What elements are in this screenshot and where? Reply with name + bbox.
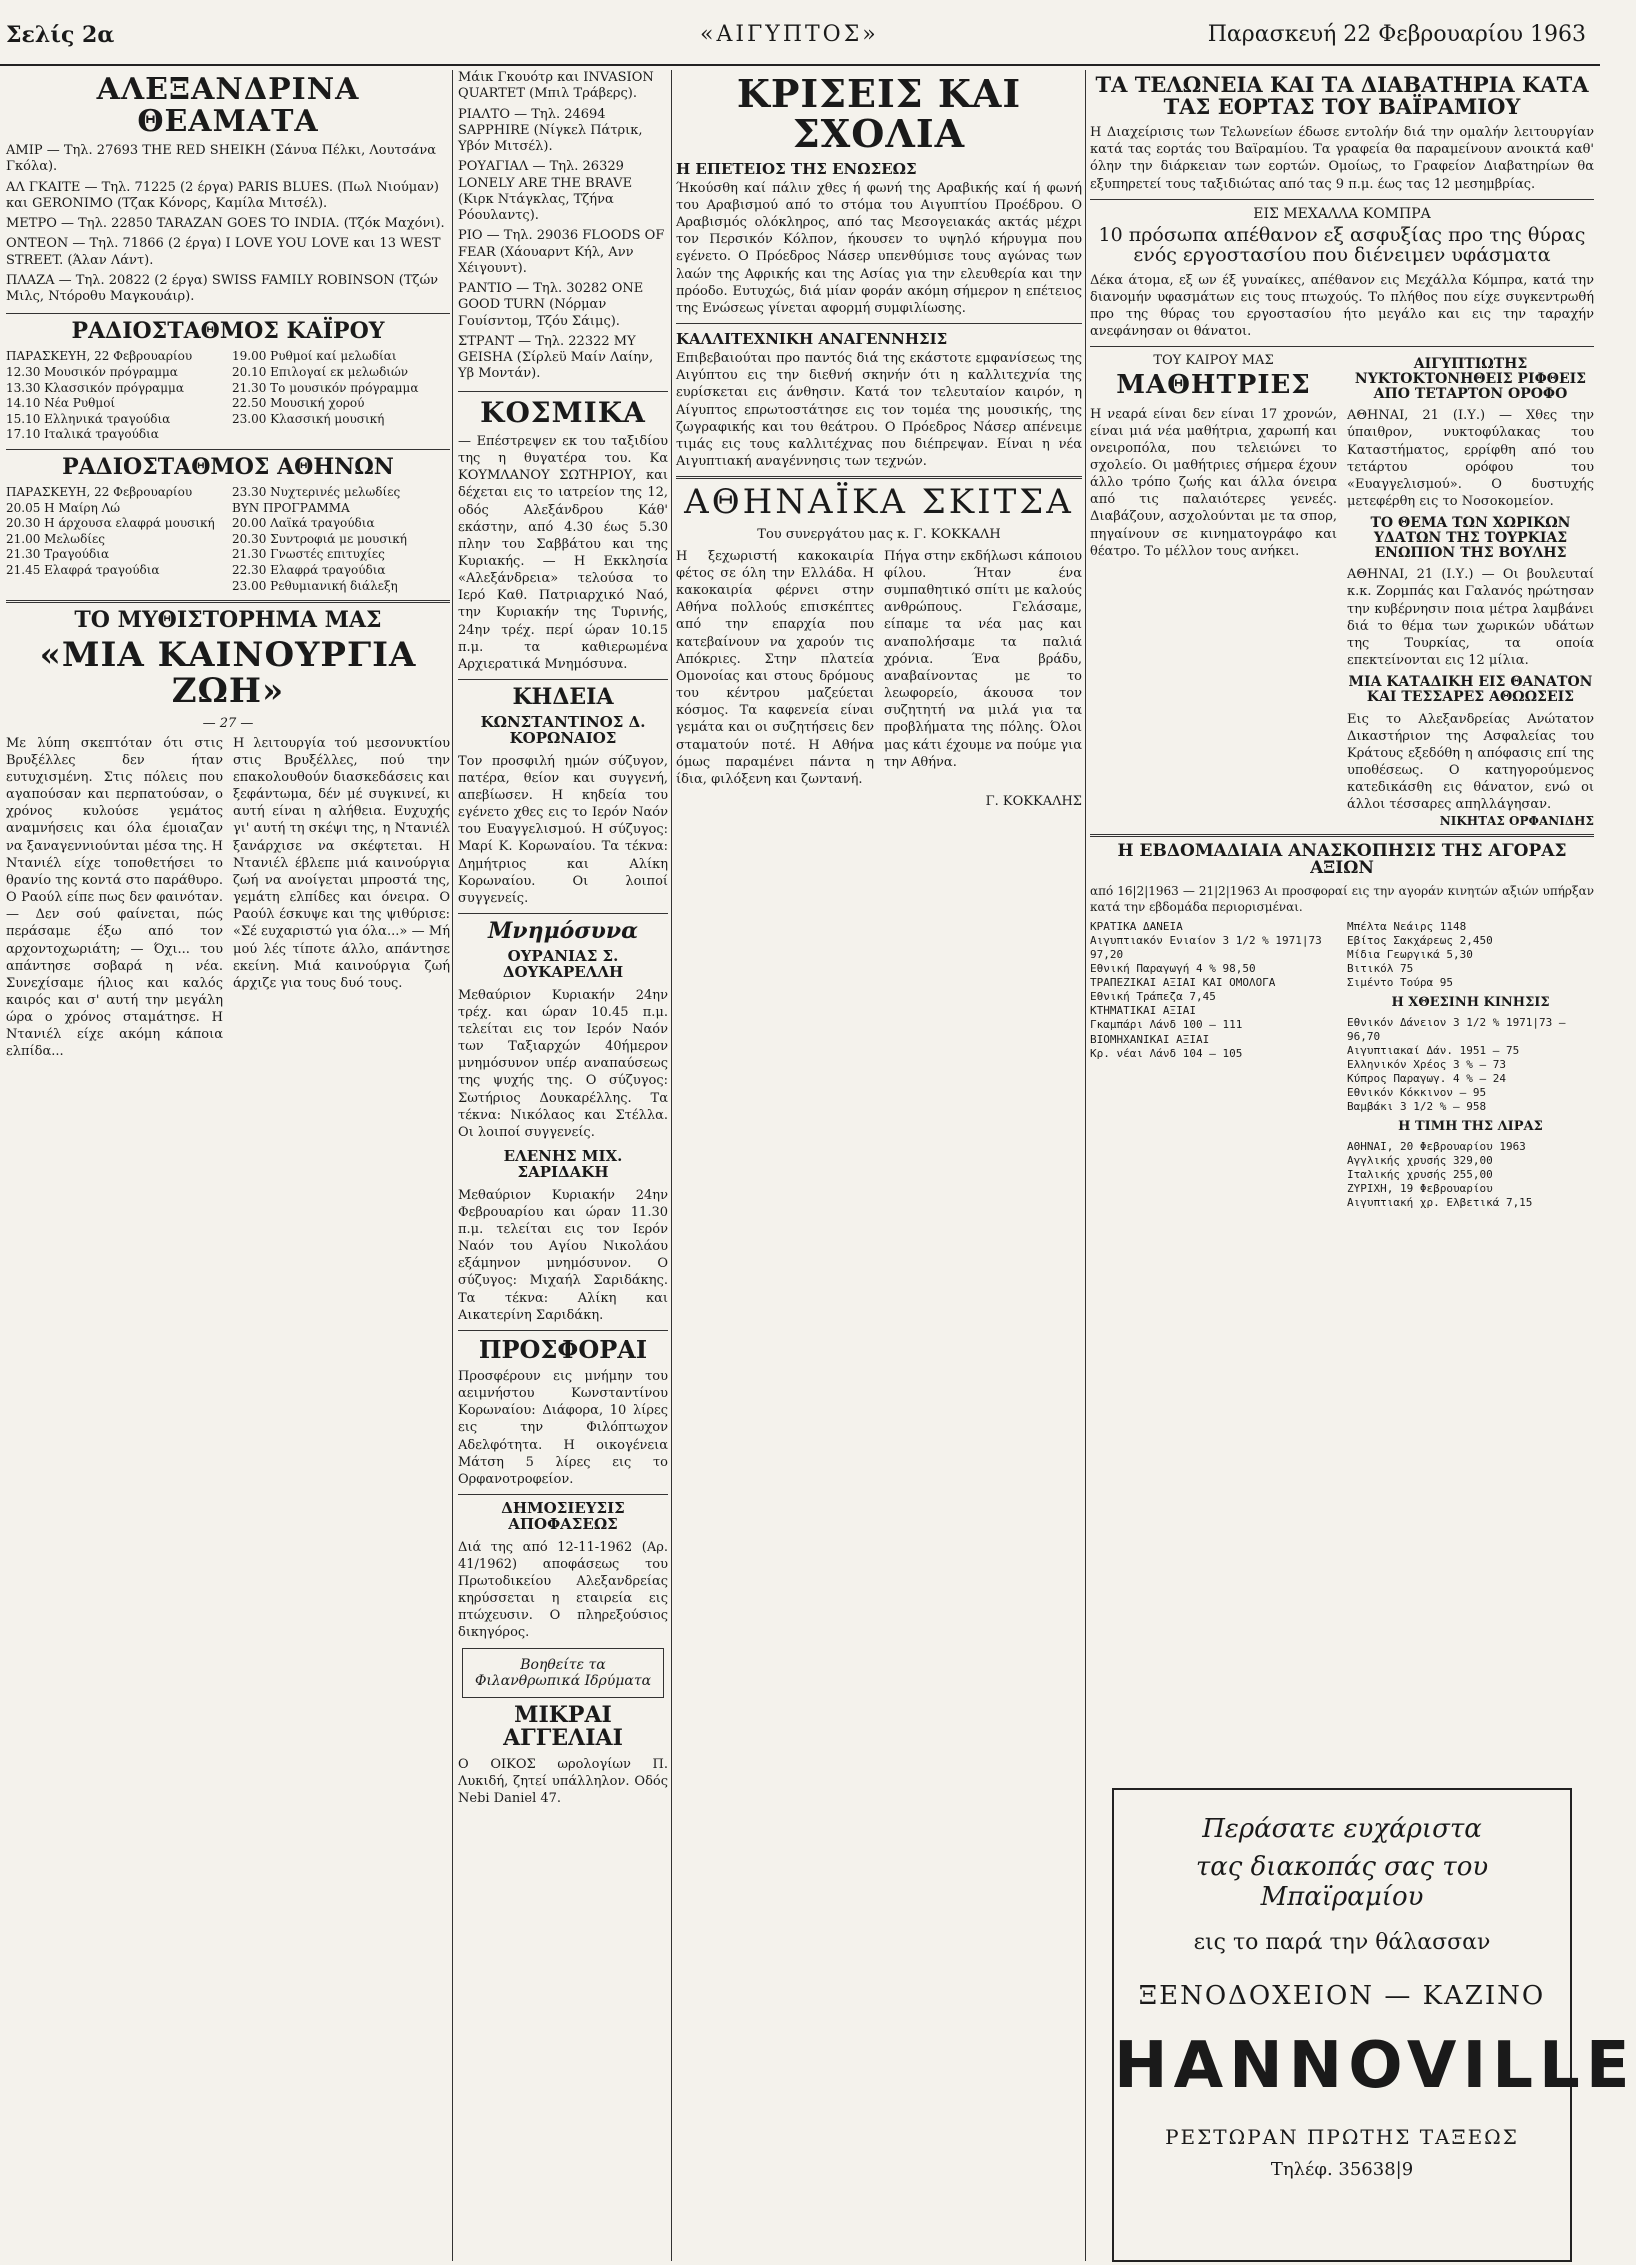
column-comments xyxy=(676,70,1082,2261)
schedule-line: 19.00 Ρυθμοί καί μελωδίαι xyxy=(232,349,397,364)
market-line: Σιμέντο Τούρα 95 xyxy=(1347,976,1453,990)
market-line: Κρ. νέαι Λάνδ 104 — 105 xyxy=(1090,1046,1243,1060)
ny-text: ΑΘΗΝΑΙ, 21 (Ι.Υ.) — Χθες την ύπαιθρον, νυκτοφύλακας του Καταστήματος, ερρίφθη από του τετάρτου ορόφου του «Ευαγγελισμού». Ο δυστυχής μετεφέρθη εις το Νοσοκομείον. xyxy=(1347,408,1594,510)
schedule-line: ΠΑΡΑΣΚΕΥΗ, 22 Φεβρουαρίου xyxy=(6,485,193,499)
radio-athens-schedule xyxy=(6,485,450,594)
market-line: Εθνική Παραγωγή 4 % 98,50 xyxy=(1090,962,1256,976)
schedule-line: 21.45 Ελαφρά τραγούδια xyxy=(6,562,160,577)
schedule-line: 20.05 Η Μαίρη Λώ xyxy=(6,500,121,515)
memorial-title: Μνημόσυνα xyxy=(487,918,639,945)
schedule-line: 20.30 Συντροφιά με μουσική xyxy=(232,531,407,546)
schedule-line: 23.30 Νυχτερινές μελωδίες xyxy=(232,485,401,499)
ad-line: εις το παρά την θάλασσαν xyxy=(1193,1930,1491,1955)
schedule-line: 17.10 Ιταλικά τραγούδια xyxy=(6,427,159,442)
schedule-line: ΒΥΝ ΠΡΟΓΡΑΜΜΑ xyxy=(232,500,350,515)
movement-line: Αιγυπτιακαί Δάν. 1951 — 75 xyxy=(1347,1044,1520,1058)
cinema-listing: ΜΕΤΡΟ — Τηλ. 22850 TARAZAN GOES TO INDIA. (Τζόκ Μαχόνι). xyxy=(6,216,445,231)
novel-text: Με λύπη σκεπτόταν ότι στις Βρυξέλλες δεν ήταν ευτυχισμένη. Στις πόλεις που αγαπούσαν και περπατούσαν, ο χρόνος κυλούσε γεμάτος αναμνήσεις και όλα έμοιαζαν να ξαναγεννιούνται μέσα της. Η Ντανιέλ είχε τοποθετήσει το θρανίο της κοντά στο παράθυρο. Ο Ραούλ είπε πως δεν φαινόταν. — Δεν σού φαίνεται, πώς περάσαμε έξω από τον αρχοντοχωριάτη; — Όχι... του απάντησε σοβαρά η νέα. Συνεχίσαμε ήλιος και καλός καιρός και σ' αυτή την μεγάλη ώρα ο χρόνος σταμάτησε. Η Ντανιέλ είχε ακόμη κάποια ελπίδα... xyxy=(6,735,223,1060)
cinema-listing: ΑΛ ΓΚΑΙΤΕ — Τηλ. 71225 (2 έργα) PARIS BLUES. (Πωλ Νιούμαν) και GERONIMO (Τζακ Κόνορς, Καμίλα Μιτσέλ). xyxy=(6,179,439,211)
market-line: Αιγυπτιακόν Ενιαίον 3 1/2 % 1971|73 97,20 xyxy=(1090,933,1322,962)
movement-line: Κύπρος Παραγωγ. 4 % — 24 xyxy=(1347,1072,1506,1086)
newspaper-name: «ΑΙΓΥΠΤΟΣ» xyxy=(700,22,879,47)
schedule-line: 23.00 Ρεθυμιανική διάλεξη xyxy=(232,578,398,593)
market-line: Μίδια Γεωργικά 5,30 xyxy=(1347,948,1473,962)
cinema-listing: ΡΑΝΤΙΟ — Τηλ. 30282 ONE GOOD TURN (Νόρμαν Γουίσντομ, Τζόυ Σάιμς). xyxy=(458,281,644,329)
offers-text: Προσφέρουν εις μνήμην του αειμνήστου Κωνσταντίνου Κορωναίου: Διάφορα, 10 λίρες εις την Φιλόπτωχον Αδελφότητα. Η οικογένεια Μάτση 5 λίρες εις το Ορφανοτροφείον. xyxy=(458,1369,668,1487)
column-entertainment xyxy=(6,70,450,2261)
novel-section-title: ΤΟ ΜΥΘΙΣΤΟΡΗΜΑ ΜΑΣ xyxy=(74,607,382,634)
cinema-listing: Μάικ Γκουότρ και INVASION QUARTET (Μπιλ Τράβερς). xyxy=(458,70,654,102)
hotel-advertisement xyxy=(1112,1788,1636,2262)
cinema-listing: ΣΤΡΑΝΤ — Τηλ. 22322 MY GEISHA (Σίρλεϋ Μαίν Λαίην, Υβ Μοντάν). xyxy=(458,333,654,382)
gold-line: Αιγυπτιακή χρ. Ελβετικά 7,15 xyxy=(1347,1196,1533,1210)
novel-text-continued: Η λειτουργία τού μεσονυκτίου στις Βρυξέλλες, πού την επακολουθούν διασκεδάσεις και ξεφάντωμα, δέν μέ συγκινεί, κι αυτή είναι η αλήθεια. Ευχυχής γι' αυτή τη σκέψι της, η Ντανιέλ ξανάρχισε να σκέφτεται. Η Ντανιέλ έβλεπε μιά καινούργια ζωή να ανοίγεται μπροστά της, γεμάτη ελπίδες και όνειρα. Ο Ραούλ έσκυψε και της ψιθύρισε: «Σέ ευχαριστώ για όλα...» — Μή μού λές τίποτε άλλο, απάντησε εκείνη. Μιά καινούργια ζωή άρχιζε για τους δυό τους. xyxy=(233,735,450,991)
sketch-text: Η ξεχωριστή κακοκαιρία φέτος σε όλη την Ελλάδα. Η κακοκαιρία φέρνει στην Αθήνα πολλούς επισκέπτες από την επαρχία που κατεβαίνουν να χαρούν τις Απόκριες. Στην πλατεία Ομονοίας και στους δρόμους του κέντρου μαζεύεται κόσμος. Τα καφενεία είναι γεμάτα και οι συζητήσεις δεν σταματούν ποτέ. Η Αθήνα όμως παραμένει πάντα η ίδια, φιλόξενη και ζωντανή. xyxy=(676,548,874,787)
ad-line: Περάσατε ευχάριστα xyxy=(1202,1814,1482,1844)
schedule-line: 22.50 Μουσική χορού xyxy=(232,396,365,411)
schedule-line: 21.30 Τραγούδια xyxy=(6,547,110,562)
girls-headline: ΜΑΘΗΤΡΙΕΣ xyxy=(1116,370,1311,401)
memorial-text: Μεθαύριον Κυριακήν 24ην τρέχ. και ώραν 10.45 π.μ. τελείται εις τον Ιερόν Ναόν των Ταξιαρχών 40ήμερον μνημόσυνον υπέρ αναπαύσεως της ψυχής της. Ο σύζυγος: Σωτήριος Δουκαρέλλης. Τα τέκνα: Νικόλαος και Στέλλα. Οι λοιποί συγγενείς. xyxy=(458,987,668,1140)
market-line: ΚΤΗΜΑΤΙΚΑΙ ΑΞΙΑΙ xyxy=(1090,1004,1196,1018)
schedule-line: 14.10 Νέα Ρυθμοί xyxy=(6,396,116,411)
schedule-line: 20.30 Η άρχουσα ελαφρά μουσική xyxy=(6,516,215,531)
funeral-name: ΚΩΝΣΤΑΝΤΙΝΟΣ Δ. ΚΟΡΩΝΑΙΟΣ xyxy=(480,713,646,747)
movement-line: Ελληνικόν Χρέος 3 % — 73 xyxy=(1347,1058,1506,1072)
social-section-title: ΚΟΣΜΙΚΑ xyxy=(480,395,646,429)
customs-text: Η Διαχείρισις των Τελωνείων έδωσε εντολήν διά την ομαλήν λειτουργίαν κατά τας εορτάς του Βαϊραμίου. Τα γραφεία θα παραμείνουν ανοικτά καθ' όλην την διάρκειαν των εορτών. Ομοίως, το Γραφείον Διαβατηρίων θα εξυπηρετεί τους ταξιδιώτας από τας 9 π.μ. έως τας 12 μεσημβρίας. xyxy=(1090,125,1594,192)
novel-name: «ΜΙΑ ΚΑΙΝΟΥΡΓΙΑ ΖΩΗ» xyxy=(39,635,417,711)
market-line: ΤΡΑΠΕΖΙΚΑΙ ΑΞΙΑΙ ΚΑΙ ΟΜΟΛΟΓΑ xyxy=(1090,976,1276,990)
customs-headline: ΤΑ ΤΕΛΩΝΕΙΑ ΚΑΙ ΤΑ ΔΙΑΒΑΤΗΡΙΑ ΚΑΤΑ ΤΑΣ ΕΟΡΤΑΣ ΤΟΥ ΒΑΪΡΑΜΙΟΥ xyxy=(1095,72,1589,120)
radio-athens-title: ΡΑΔΙΟΣΤΑΘΜΟΣ ΑΘΗΝΩΝ xyxy=(62,453,394,480)
notices-title: ΔΗΜΟΣΙΕΥΣΙΣ ΑΠΟΦΑΣΕΩΣ xyxy=(501,1499,625,1533)
market-line: Βιτικόλ 75 xyxy=(1347,962,1414,976)
movement-title: Η ΧΘΕΣΙΝΗ ΚΙΝΗΣΙΣ xyxy=(1391,995,1550,1011)
water-headline: ΤΟ ΘΕΜΑ ΤΩΝ ΧΩΡΙΚΩΝ ΥΔΑΤΩΝ ΤΗΣ ΤΟΥΡΚΙΑΣ ΕΝΩΠΙΟΝ ΤΗΣ ΒΟΥΛΗΣ xyxy=(1370,515,1571,561)
schedule-line: 13.30 Κλασσικόν πρόγραμμα xyxy=(6,380,184,395)
girls-kicker: ΤΟΥ ΚΑΙΡΟΥ ΜΑΣ xyxy=(1153,353,1274,369)
classifieds-title: ΜΙΚΡΑΙ ΑΓΓΕΛΙΑΙ xyxy=(503,1701,623,1751)
girls-text: Η νεαρά είναι δεν είναι 17 χρονών, είναι μιά νέα μαθήτρια, χαρωπή και ονειροπόλα, που τελειώνει το σχολείο. Οι μαθήτριες σήμερα έχουν άλλο τρόπο ζωής και άλλα όνειρα από τις παλαιότερες γενεές. Διαβάζουν, ασχολούνται με τα σπορ, πηγαίνουν σε κινηματογράφο και θέατρο. Το μέλλον τους ανήκει. xyxy=(1090,406,1337,559)
cinema-listing: ΟΝΤΕΟΝ — Τηλ. 71866 (2 έργα) I LOVE YOU LOVE και 13 WEST STREET. (Άλαν Λάντ). xyxy=(6,236,441,268)
sketch-title: ΑΘΗΝΑΪΚΑ ΣΚΙΤΣΑ xyxy=(684,482,1074,523)
ad-phone: Τηλέφ. 35638|9 xyxy=(1270,2159,1414,2180)
cinema-listing: ΡΟΥΑΓΙΑΛ — Τηλ. 26329 LONELY ARE THE BRAVE (Κιρκ Ντάγκλας, Τζήνα Ρόουλαντς). xyxy=(458,159,633,223)
schedule-line: 21.30 Το μουσικόν πρόγραμμα xyxy=(232,380,419,395)
radio-cairo-title: ΡΑΔΙΟΣΤΑΘΜΟΣ ΚΑΪΡΟΥ xyxy=(71,318,385,345)
disaster-text: Δέκα άτομα, εξ ων έξ γυναίκες, απέθανον εις Μεχάλλα Κόμπρα, κατά την διανομήν υφασμάτων εις τους πτωχούς. Το πλήθος που είχε συγκεντρωθή προ της θύρας του εργοστασίου ήτο μεγάλο και εις την ταραχήν ανεφάνησαν οι θάνατοι. xyxy=(1090,272,1594,340)
market-line: ΚΡΑΤΙΚΑ ΔΑΝΕΙΑ xyxy=(1090,919,1183,933)
schedule-line: 20.10 Επιλογαί εκ μελωδιών xyxy=(232,364,409,379)
comments-section-title: ΚΡΙΣΕΙΣ ΚΑΙ ΣΧΟΛΙΑ xyxy=(736,71,1022,156)
gold-line: Αγγλικής χρυσής 329,00 xyxy=(1347,1154,1493,1168)
market-text: από 16|2|1963 — 21|2|1963 Αι προσφοραί εις την αγοράν κινητών αξιών υπήρξαν κατά την εβδομάδα περιορισμέναι. xyxy=(1090,884,1594,915)
gold-line: ΑΘΗΝΑΙ, 20 Φεβρουαρίου 1963 xyxy=(1347,1140,1526,1154)
novel-installment: — 27 — xyxy=(202,715,254,731)
market-line: Μπέλτα Νεάιρς 1148 xyxy=(1347,919,1467,933)
disaster-kicker: ΕΙΣ ΜΕΧΑΛΛΑ ΚΟΜΠΡΑ xyxy=(1253,205,1431,222)
offers-title: ΠΡΟΣΦΟΡΑΙ xyxy=(478,1334,648,1364)
movement-line: Εθνικόν Δάνειον 3 1/2 % 1971|73 — 96,70 xyxy=(1347,1015,1566,1043)
ad-line: ΡΕΣΤΩΡΑΝ ΠΡΩΤΗΣ ΤΑΞΕΩΣ xyxy=(1165,2125,1519,2149)
funeral-text: Τον προσφιλή ημών σύζυγον, πατέρα, θείον και συγγενή, απεβίωσεν. Η κηδεία του εγένετο χθες εις το Ιερόν Ναόν του Ευαγγελισμού. Η σύζυγος: Μαρί Κ. Κορωναίου. Τα τέκνα: Δημήτριος και Αλίκη Κορωναίου. Οι λοιποί συγγενείς. xyxy=(458,753,668,906)
ad-line: ΞΕΝΟΔΟΧΕΙΟΝ — ΚΑΖΙΝΟ xyxy=(1138,1981,1546,2011)
memorial-name: ΕΛΕΝΗΣ ΜΙΧ. ΣΑΡΙΔΑΚΗ xyxy=(503,1147,623,1181)
market-line: Εθνική Τράπεζα 7,45 xyxy=(1090,990,1216,1004)
ad-hotel-name: HANNOVILLE xyxy=(1114,2029,1636,2103)
column-divider xyxy=(452,70,453,2261)
comment-subheading: Η ΕΠΕΤΕΙΟΣ ΤΗΣ ΕΝΩΣΕΩΣ xyxy=(676,159,917,178)
cinema-listing: ΠΛΑΖΑ — Τηλ. 20822 (2 έργα) SWISS FAMILY ROBINSON (Τζών Μιλς, Ντόροθυ Μαγκουάιρ). xyxy=(6,272,439,304)
masthead xyxy=(0,0,1600,66)
column-social xyxy=(458,70,668,2261)
market-line: ΒΙΟΜΗΧΑΝΙΚΑΙ ΑΞΙΑΙ xyxy=(1090,1032,1210,1046)
market-headline: Η ΕΒΔΟΜΑΔΙΑΙΑ ΑΝΑΣΚΟΠΗΣΙΣ ΤΗΣ ΑΓΟΡΑΣ ΑΞΙΩΝ xyxy=(1117,840,1567,879)
gold-title: Η ΤΙΜΗ ΤΗΣ ΛΙΡΑΣ xyxy=(1398,1119,1543,1135)
notices-text: Διά της από 12-11-1962 (Αρ. 41/1962) αποφάσεως του Πρωτοδικείου Αλεξανδρείας κηρύσσεται η εταιρεία εις πτώχευσιν. Ο πληρεξούσιος δικηγόρος. xyxy=(458,1539,668,1641)
schedule-line: 22.30 Ελαφρά τραγούδια xyxy=(232,562,386,577)
schedule-line: 15.10 Ελληνικά τραγούδια xyxy=(6,411,171,426)
ad-line: τας διακοπάς σας του Μπαϊραμίου xyxy=(1195,1852,1489,1912)
funeral-title: ΚΗΔΕΙΑ xyxy=(512,684,614,711)
movement-line: Βαμβάκι 3 1/2 % — 958 xyxy=(1347,1100,1487,1114)
schedule-line: 21.30 Γνωστές επιτυχίες xyxy=(232,547,385,562)
memorial-text: Μεθαύριον Κυριακήν 24ην Φεβρουαρίου και ώραν 11.30 π.μ. τελείται εις τον Ιερόν Ναόν του Αγίου Νικολάου εξάμηνον μνημόσυνον. Ο σύζυγος: Μιχαήλ Σαριδάκης. Τα τέκνα: Αλίκη και Αικατερίνη Σαριδάκη. xyxy=(458,1187,668,1323)
column-divider xyxy=(671,70,672,2261)
schedule-line: 12.30 Μουσικόν πρόγραμμα xyxy=(6,364,178,379)
classifieds-text: Ο ΟΙΚΟΣ ωρολογίων Π. Λυκιδή, ζητεί υπάλληλον. Οδός Nebi Daniel 47. xyxy=(458,1756,668,1807)
market-list xyxy=(1090,920,1337,1211)
schedule-line: ΠΑΡΑΣΚΕΥΗ, 22 Φεβρουαρίου xyxy=(6,349,193,364)
water-text: ΑΘΗΝΑΙ, 21 (Ι.Υ.) — Οι βουλευταί κ.κ. Ζορμπάς και Γαλανός ηρώτησαν την κυβέρνησιν ποια μέτρα λαμβάνει διά το θέμα των χωρικών υδάτων της Τουρκίας, τα οποία επεκτείνονται εις 12 μίλια. xyxy=(1347,567,1594,669)
cinema-listings xyxy=(6,143,450,307)
court-text: Εις το Αλεξανδρείας Ανώτατον Δικαστήριον της Ασφαλείας του Κράτους εξεδόθη η απόφασις επί της υποθέσεως. Ο κατηγορούμενος κατεδικάσθη εις θάνατον, ενώ οι άλλοι τέσσαρες απηλλάγησαν. xyxy=(1347,711,1594,813)
page-number: Σελίς 2α xyxy=(6,22,115,48)
market-line: Εβίτος Σακχάρεως 2,450 xyxy=(1347,933,1493,947)
gold-line: ΖΥΡΙΧΗ, 19 Φεβρουαρίου xyxy=(1347,1182,1493,1196)
schedule-line: 23.00 Κλασσική μουσική xyxy=(232,411,385,426)
cinema-listing: ΑΜΙΡ — Τηλ. 27693 THE RED SHEIKH (Σάνυα Πέλκι, Λουτσάνα Γκόλα). xyxy=(6,143,437,175)
cinema-listing: ΡΙΑΛΤΟ — Τηλ. 24694 SAPPHIRE (Νίγκελ Πάτρικ, Υβόν Μιτσέλ). xyxy=(458,106,643,154)
cinema-listings-continued xyxy=(458,70,668,385)
comment-subheading: ΚΑΛΛΙΤΕΧΝΙΚΗ ΑΝΑΓΕΝΝΗΣΙΣ xyxy=(676,330,948,349)
sketch-signature: Γ. ΚΟΚΚΑΛΗΣ xyxy=(985,794,1082,809)
radio-cairo-schedule xyxy=(6,349,450,443)
social-text: — Επέστρεψεν εκ του ταξιδίου της η θυγατέρα του. Κα ΚΟΥΜΛΑΝΟΥ ΣΩΤΗΡΙΟΥ, και δέχεται εις το ιατρείον της 12, οδός Αλεξάνδρου Κάθ' εκάστην, από 4.30 έως 5.30 πλην του Σαββάτου και της Κυριακής. — Η Εκκλησία «Αλεξάνδρεια» τελούσα το Ιερό Καθ. Πατριαρχικό Ναό, την Κυριακήν της Τυρινής, 24ην τρέχ. περί ώραν 10.15 π.μ. τα καθιερωμένα Αρχιερατικά Μνημόσυνα. xyxy=(458,433,668,672)
sketch-byline: Του συνεργάτου μας κ. Γ. ΚΟΚΚΑΛΗ xyxy=(757,526,1001,542)
market-list-right xyxy=(1347,920,1594,1211)
court-headline: ΜΙΑ ΚΑΤΑΔΙΚΗ ΕΙΣ ΘΑΝΑΤΟΝ ΚΑΙ ΤΕΣΣΑΡΕΣ ΑΘΩΩΣΕΙΣ xyxy=(1348,674,1593,705)
schedule-line: 20.00 Λαϊκά τραγούδια xyxy=(232,516,375,531)
schedule-line: 21.00 Μελωδίες xyxy=(6,531,105,546)
cinema-section-title: ΑΛΕΞΑΝΔΡΙΝΑ ΘΕΑΜΑΤΑ xyxy=(96,72,360,139)
movement-line: Εθνικόν Κόκκινον — 95 xyxy=(1347,1086,1487,1100)
ny-headline: ΑΙΓΥΠΤΙΩΤΗΣ ΝΥΚΤΟΚΤΟΝΗΘΕΙΣ ΡΙΦΘΕΙΣ ΑΠΟ ΤΕΤΑΡΤΟΝ ΟΡΟΦΟ xyxy=(1354,356,1587,402)
cinema-listing: ΡΙΟ — Τηλ. 29036 FLOODS OF FEAR (Χάουαρντ Κήλ, Ανν Χέιγουντ). xyxy=(458,228,665,276)
sketch-text-continued: Πήγα στην εκδήλωσι κάποιου φίλου. Ήταν ένα συμπαθητικό σπίτι με καλούς ανθρώπους. Γελάσαμε, είπαμε τα νέα μας και αναπολήσαμε τα παλιά χρόνια. Ένα βράδυ, αναβαίνοντας με το λεωφορείο, άκουσα τον συζητητή να μιλά για τα προβλήματα της πόλης. Όλοι μας κάτι έχουμε να πούμε για την Αθήνα. xyxy=(884,548,1082,770)
disaster-headline: 10 πρόσωπα απέθανον εξ ασφυξίας προ της θύρας ενός εργοστασίου που διένειμεν υφάσματα xyxy=(1098,223,1586,266)
column-divider xyxy=(1085,70,1086,2261)
charity-box: Βοηθείτε τα Φιλανθρωπικά Ιδρύματα xyxy=(462,1648,664,1698)
memorial-name: ΟΥΡΑΝΙΑΣ Σ. ΔΟΥΚΑΡΕΛΛΗ xyxy=(502,947,624,981)
court-signature: ΝΙΚΗΤΑΣ ΟΡΦΑΝΙΔΗΣ xyxy=(1439,813,1594,828)
comment-text: Επιβεβαιούται προ παντός διά της εκάστοτε εμφανίσεως της Αιγύπτου εις την διεθνή σκηνήν ότι η καλλιτεχνία της ευρίσκεται εις άνθησιν. Κατά τον τελευταίον καιρόν, η Αίγυπτος επρωτοστάτησε εις τον τομέα της μουσικής, της ζωγραφικής και του θεάτρου. Ο Πρόεδρος Νάσερ απένειμε τιμάς εις τους καλλιτέχνας που διέπρεψαν. Είναι η νέα Αιγυπτιακή αναγέννησις των τεχνών. xyxy=(676,351,1082,469)
issue-date: Παρασκευή 22 Φεβρουαρίου 1963 xyxy=(1207,22,1586,47)
gold-line: Ιταλικής χρυσής 255,00 xyxy=(1347,1168,1493,1182)
market-line: Γκαμπάρι Λάνδ 100 — 111 xyxy=(1090,1018,1243,1032)
comment-text: Ήκούσθη καί πάλιν χθες ή φωνή της Αραβικής καί ή φωνή του Αραβισμού από το στόμα του Αιγυπτίου Προέδρου. Ο Αραβισμός ολόκληρος, από τας Μεσογειακάς ακτάς μέχρι τον Περσικόν Κόλπον, ήκουσεν το υψηλό κήρυγμα που εγένετο. Ο Πρόεδρος Νάσερ υπενθύμισε τους αγώνας των λαών της Αφρικής και της Ασίας για την ελευθερία και την πρόοδο. Ευτυχώς, διά μίαν φοράν ακόμη σήμερον η επέτειος της Ενώσεως γίνεται αφορμή συμφιλίωσης. xyxy=(676,180,1082,316)
